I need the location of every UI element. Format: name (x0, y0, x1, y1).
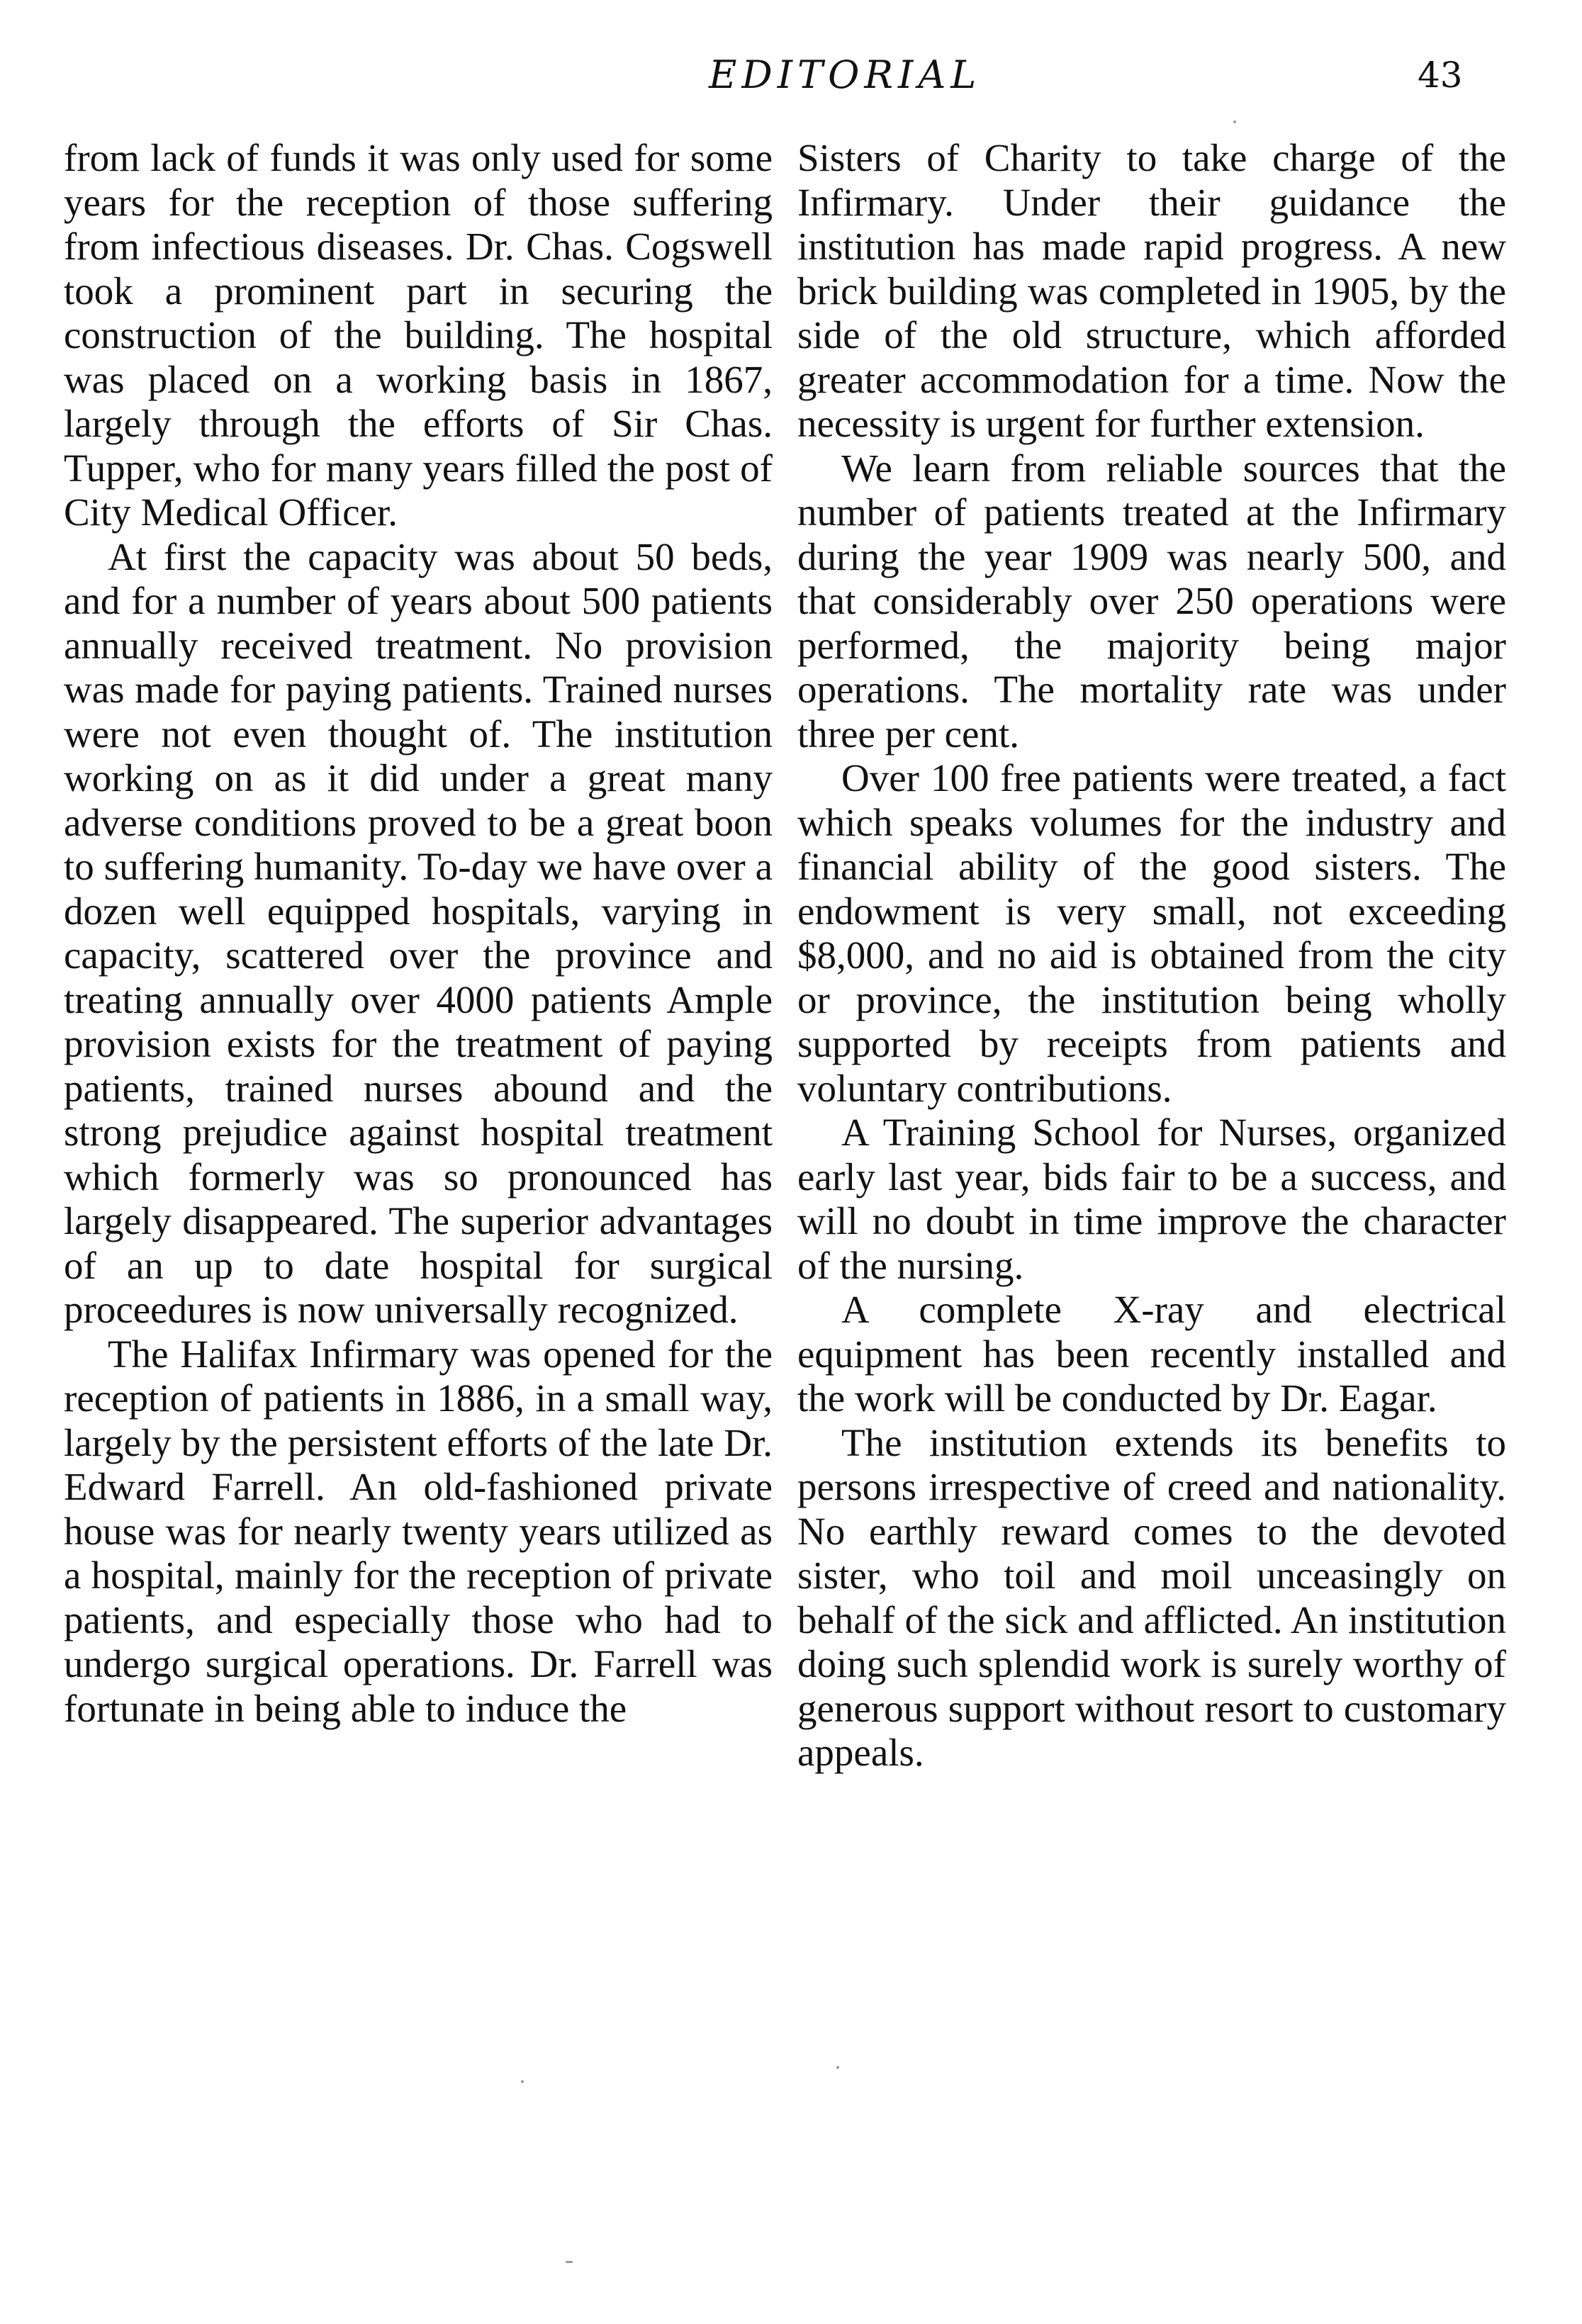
running-head (0, 47, 1582, 103)
right-paragraph-6: The institution extends its benefits to persons irrespective of creed and nationality. No earthly reward comes to the devoted sister, who toil and moil unceasingly on behalf of the sick and afflicted. An institution doing such splendid work is surely worthy of generous support without resort to customary appeals. (797, 1420, 1506, 1774)
right-paragraph-1: Sisters of Charity to take charge of the Infirmary. Under their guidance the institution has made rapid progress. A new brick building was completed in 1905, by the side of the old structure, which afforded greater accommodation for a time. Now the necessity is urgent for further extension. (797, 136, 1506, 445)
print-speck (836, 2066, 839, 2069)
right-paragraph-3: Over 100 free patients were treated, a fact which speaks volumes for the industry and financial ability of the good sisters. The endowment is very small, not exceeding $8,000, and no aid is obtained from the city or province, the institution being wholly supported by receipts from patients and voluntary contributions. (797, 756, 1506, 1110)
left-paragraph-1: from lack of funds it was only used for some years for the reception of those suffering from infectious diseases. Dr. Chas. Cogswell took a prominent part in securing the construction of the building. The hospital was placed on a working basis in 1867, largely through the efforts of Sir Chas. Tupper, who for many years filled the post of City Medical Officer. (64, 136, 773, 534)
right-paragraph-4: A Training School for Nurses, organized early last year, bids fair to be a success, and will no doubt in time improve the character of the nursing. (797, 1111, 1506, 1287)
left-column (64, 136, 773, 1731)
right-paragraph-2: We learn from reliable sources that the number of patients treated at the Infirmary during the year 1909 was nearly 500, and that considerably over 250 operations were performed, the majority being major operations. The mortality rate was under three per cent. (797, 446, 1506, 756)
running-title: EDITORIAL (709, 52, 982, 97)
print-speck (1233, 120, 1236, 123)
right-column (797, 136, 1506, 1775)
print-speck (566, 2261, 573, 2263)
left-paragraph-2: At first the capacity was about 50 beds, and for a number of years about 500 patients annually received treatment. No provision was made for paying patients. Trained nurses were not even thought of. The institution working on as it did under a great many adverse conditions proved to be a great boon to suffering humanity. To-day we have over a dozen well equipped hospitals, varying in capacity, scattered over the province and treating annually over 4000 patients Ample provision exists for the treatment of paying patients, trained nurses abound and the strong prejudice against hospital treatment which formerly was so pronounced has largely disappeared. The superior advantages of an up to date hospital for surgical proceedures is now universally recognized. (64, 534, 773, 1331)
print-speck (521, 2080, 524, 2083)
left-paragraph-3: The Halifax Infirmary was opened for the reception of patients in 1886, in a small way, largely by the persistent efforts of the late Dr. Edward Farrell. An old-fashioned private house was for nearly twenty years utilized as a hospital, mainly for the reception of private patients, and especially those who had to undergo surgical operations. Dr. Farrell was fortunate in being able to induce the (64, 1332, 773, 1730)
page-number: 43 (1418, 55, 1463, 96)
right-paragraph-5: A complete X-ray and electrical equipment has been recently installed and the work will be conducted by Dr. Eagar. (797, 1288, 1506, 1420)
